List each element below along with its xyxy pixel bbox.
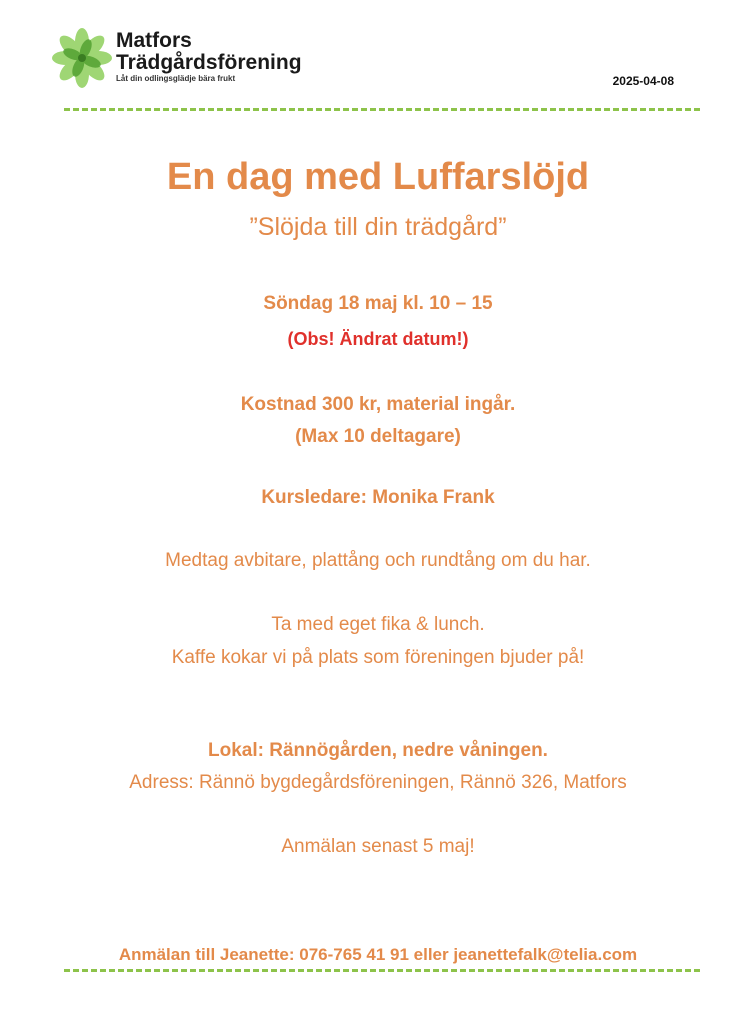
address: Adress: Rännö bygdegårdsföreningen, Rännö 326, Matfors — [129, 772, 627, 793]
event-date-time: Söndag 18 maj kl. 10 – 15 — [263, 293, 493, 314]
org-tagline: Låt din odlingsglädje bära frukt — [116, 74, 236, 83]
event-subtitle: ”Slöjda till din trädgård” — [249, 213, 507, 241]
org-name-line2: Trädgårdsförening — [116, 51, 302, 74]
registration-contact: Anmälan till Jeanette: 076-765 41 91 eller jeanettefalk@telia.com — [118, 945, 638, 964]
date-change-note: (Obs! Ändrat datum!) — [287, 329, 469, 349]
bottom-divider — [64, 969, 700, 972]
document-date: 2025-04-08 — [612, 74, 674, 88]
coffee-note: Kaffe kokar vi på plats som föreningen bjuder på! — [171, 647, 585, 668]
org-name-line1: Matfors — [116, 29, 192, 52]
event-cost: Kostnad 300 kr, material ingår. — [240, 394, 516, 415]
instructor: Kursledare: Monika Frank — [261, 487, 495, 508]
event-title: En dag med Luffarslöjd — [166, 156, 590, 198]
flower-logo-icon — [52, 28, 112, 88]
venue: Lokal: Rännögården, nedre våningen. — [208, 740, 548, 761]
bring-tools: Medtag avbitare, plattång och rundtång om du har. — [165, 550, 591, 571]
max-participants: (Max 10 deltagare) — [295, 426, 461, 447]
org-name — [116, 30, 302, 74]
registration-deadline: Anmälan senast 5 maj! — [281, 836, 475, 857]
bring-food: Ta med eget fika & lunch. — [271, 614, 485, 635]
top-divider — [64, 108, 700, 111]
logo — [52, 28, 352, 88]
